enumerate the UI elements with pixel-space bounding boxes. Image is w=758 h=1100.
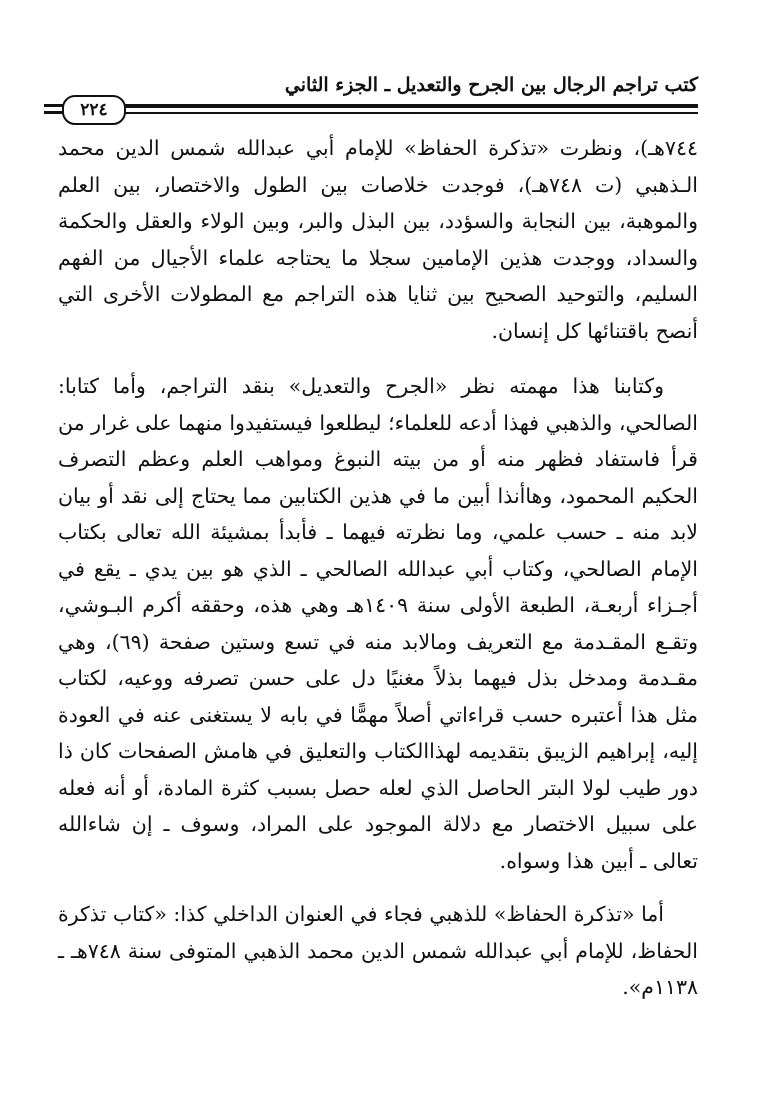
paragraph-text: وكتابنا هذا مهمته نظر «الجرح والتعديل» بنقد التراجم، وأما كتابا: الصالحي، والذهبي فهذا أدعه للعلماء؛ ليطلعوا فيستفيدوا منهما على غرار من قرأ فاستفاد فظهر منه أو من بيته النبوغ ومواهب العلم وعظم التصرف الحكيم المحمود، وهاأنذا أبين ما في هذين الكتابين مما يحتاج إلى نقد أو بيان لابد منه ـ حسب علمي، وما نظرته فيهما ـ فأبدأ بمشيئة الله تعالى بكتاب الإمام الصالحي، وكتاب أبي عبدالله الصالحي ـ الذي هو بين يدي ـ يقع في أجـزاء أربعـة، الطبعة الأولى سنة ١٤٠٩هـ وهي هذه، وحققه أكرم البـوشي، وتقـع المقـدمة مع التعريف ومالابد منه في تسع وستين صفحة (٦٩)، وهي مقـدمة ومدخل بذل فيهما بذلاً مغنيًا دل على حسن تصرفه ووعيه، لكتاب مثل هذا أعتبره حسب قراءاتي أصلاً مهمًّا في بابه لا يستغنى عنه في العودة إليه، إبراهيم الزيبق بتقديمه لهذاالكتاب والتعليق في هامش الصفحات كان ذا دور طيب لولا البتر الحاصل الذي لعله حصل بسبب كثرة المادة، أو أنه فعله على سبيل الاختصار مع دلالة الموجود على المراد، وسوف ـ إن شاءالله تعالى ـ أبين هذا وسواه. — [58, 374, 698, 873]
paragraph-text: ٧٤٤هـ)، ونظرت «تذكرة الحفاظ» للإمام أبي عبدالله شمس الدين محمد الـذهبي (ت ٧٤٨هـ)، فوجدت خلاصات بين الطول والاختصار، بين العلم والموهبة، بين النجابة والسؤدد، بين البذل والبر، وبين الولاء والعقل والحكمة والسداد، ووجدت هذين الإمامين سجلا ما يحتاجه علماء الأجيال من الفهم السليم، والتوحيد الصحيح بين ثنايا هذه التراجم مع المطولات الأخرى التي أنصح باقتنائها كل إنسان. — [58, 136, 698, 343]
body-paragraph-3 — [58, 896, 698, 1006]
paragraph-text: أما «تذكرة الحفاظ» للذهبي فجاء في العنوان الداخلي كذا: «كتاب تذكرة الحفاظ، للإمام أبي عبدالله شمس الدين محمد الذهبي المتوفى سنة ٧٤٨هـ ـ ١١٣٨م». — [58, 902, 698, 999]
page-number-ornament-lower — [44, 111, 64, 114]
body-paragraph-2 — [58, 368, 698, 879]
page-number-ornament-upper — [44, 104, 64, 107]
body-paragraph-1 — [58, 130, 698, 349]
header-rule-thick — [90, 104, 698, 108]
running-header-title: كتب تراجم الرجال بين الجرح والتعديل ـ الجزء الثاني — [284, 74, 698, 96]
header-rule-thin — [90, 112, 698, 114]
page-number: ٢٢٤ — [62, 95, 126, 125]
